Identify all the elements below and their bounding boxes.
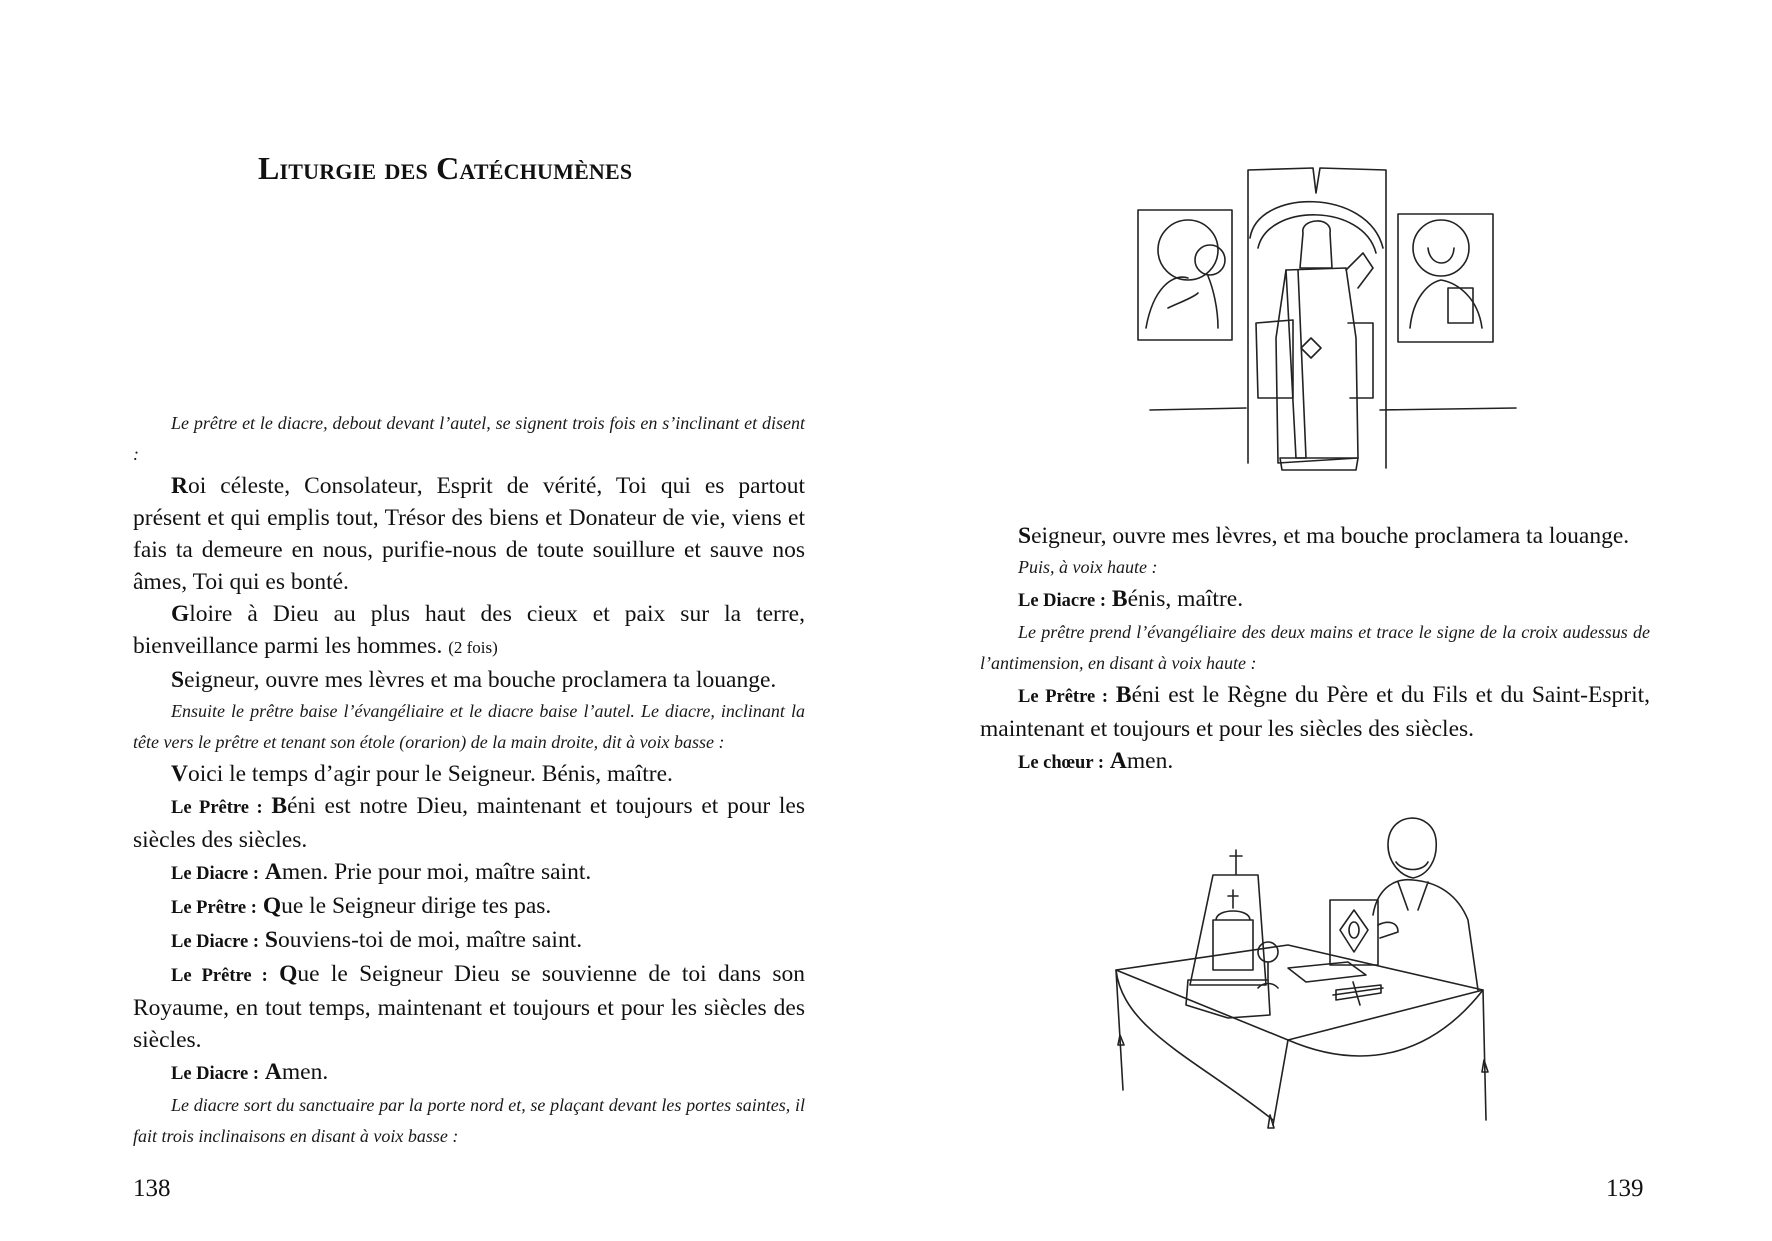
speaker-label: Le Diacre : [171,1064,260,1084]
dialogue-line: Le Prêtre : Que le Seigneur dirige tes pas. [171,893,552,919]
repeat-note: (2 fois) [448,638,498,657]
speaker-label: Le Prêtre : [1018,687,1108,707]
prayer-paragraph: Seigneur, ouvre mes lèvres, et ma bouche proclamera ta louange. [1018,523,1630,549]
initial-letter: A [1109,748,1127,774]
rubric: Puis, à voix haute : [1018,557,1158,577]
left-page-text [133,408,805,1152]
rubric: Le prêtre et le diacre, debout devant l’autel, se signent trois fois en s’inclinant et disent : [133,413,805,464]
chalice [1258,942,1278,962]
right-page-text [980,520,1650,779]
deacon-iconostasis-drawing [1118,158,1518,498]
speaker-label: Le Diacre : [1018,591,1107,611]
dialogue-line: Le Prêtre : Que le Seigneur Dieu se souvienne de toi dans son Royaume, en tout temps, maintenant et toujours et pour les siècles des siècles. [133,961,806,1053]
initial-letter: S [1018,523,1032,549]
initial-letter: V [171,761,188,787]
priest-altar-drawing [1098,790,1498,1130]
dialogue-line: Le Diacre : Souviens-toi de moi, maître saint. [171,927,583,953]
speaker-label: Le Prêtre : [171,798,263,818]
tabernacle-cover [1190,875,1266,985]
dialogue-line: Le Prêtre : Béni est le Règne du Père et du Fils et du Saint-Esprit, maintenant et toujours et pour les siècles des siècles. [980,682,1651,742]
priest-altar-illustration [1098,790,1498,1130]
initial-letter: Q [262,893,282,919]
initial-letter: S [264,927,278,953]
rubric: Le diacre sort du sanctuaire par la porte nord et, se plaçant devant les portes saintes, il fait trois inclinaisons en disant à voix basse : [133,1095,805,1146]
speaker-label: Le Diacre : [171,864,260,884]
altar-top [1116,945,1483,1040]
page-number: 138 [133,1175,171,1202]
page-number: 139 [1606,1175,1644,1202]
initial-letter: R [171,473,188,499]
speaker-label: Le Prêtre : [171,898,257,918]
deacon-robe [1276,268,1358,463]
prayer-paragraph: Voici le temps d’agir pour le Seigneur. Bénis, maître. [171,761,673,787]
dialogue-line: Le Diacre : Amen. [171,1059,329,1085]
initial-letter: A [264,1059,282,1085]
christ-icon-frame [1398,214,1493,342]
prayer-paragraph: Gloire à Dieu au plus haut des cieux et paix sur la terre, bienveillance parmi les hommes. (2 fois) [133,601,805,659]
dialogue-line: Le Diacre : Amen. Prie pour moi, maître saint. [171,859,592,885]
hand-cross [1333,982,1383,1005]
rubric: Ensuite le prêtre baise l’évangéliaire et le diacre baise l’autel. Le diacre, inclinant la tête vers le prêtre et tenant son étole (orarion) de la main droite, dit à voix basse : [133,701,805,752]
deacon-head [1300,221,1332,268]
prayer-paragraph: Roi céleste, Consolateur, Esprit de vérité, Toi qui es partout présent et qui emplis tout, Trésor des biens et Donateur de vie, viens et fais ta demeure en nous, purifie-nous de toute souillure et sauve nos âmes, Toi qui es bonté. [133,473,805,595]
dialogue-line: Le chœur : Amen. [1018,748,1174,774]
chapter-title: Liturgie des Catéchumènes [258,150,633,186]
initial-letter: S [171,667,185,693]
dialogue-line: Le Prêtre : Béni est notre Dieu, maintenant et toujours et pour les siècles des siècles. [133,793,805,853]
initial-letter: A [264,859,282,885]
speaker-label: Le Diacre : [171,932,260,952]
initial-letter: G [171,601,190,627]
initial-letter: Q [279,961,298,987]
speaker-label: Le Prêtre : [171,966,268,986]
speaker-label: Le chœur : [1018,753,1104,773]
orarion-stole [1286,270,1306,458]
initial-letter: B [1111,586,1128,612]
deacon-iconostasis-illustration [1118,158,1518,498]
rubric: Le prêtre prend l’évangéliaire des deux mains et trace le signe de la croix audessus de l’antimension, en disant à voix haute : [980,622,1650,673]
initial-letter: B [1115,682,1132,708]
prayer-paragraph: Seigneur, ouvre mes lèvres et ma bouche proclamera ta louange. [171,667,777,693]
dialogue-line: Le Diacre : Bénis, maître. [1018,586,1244,612]
initial-letter: B [271,793,288,819]
